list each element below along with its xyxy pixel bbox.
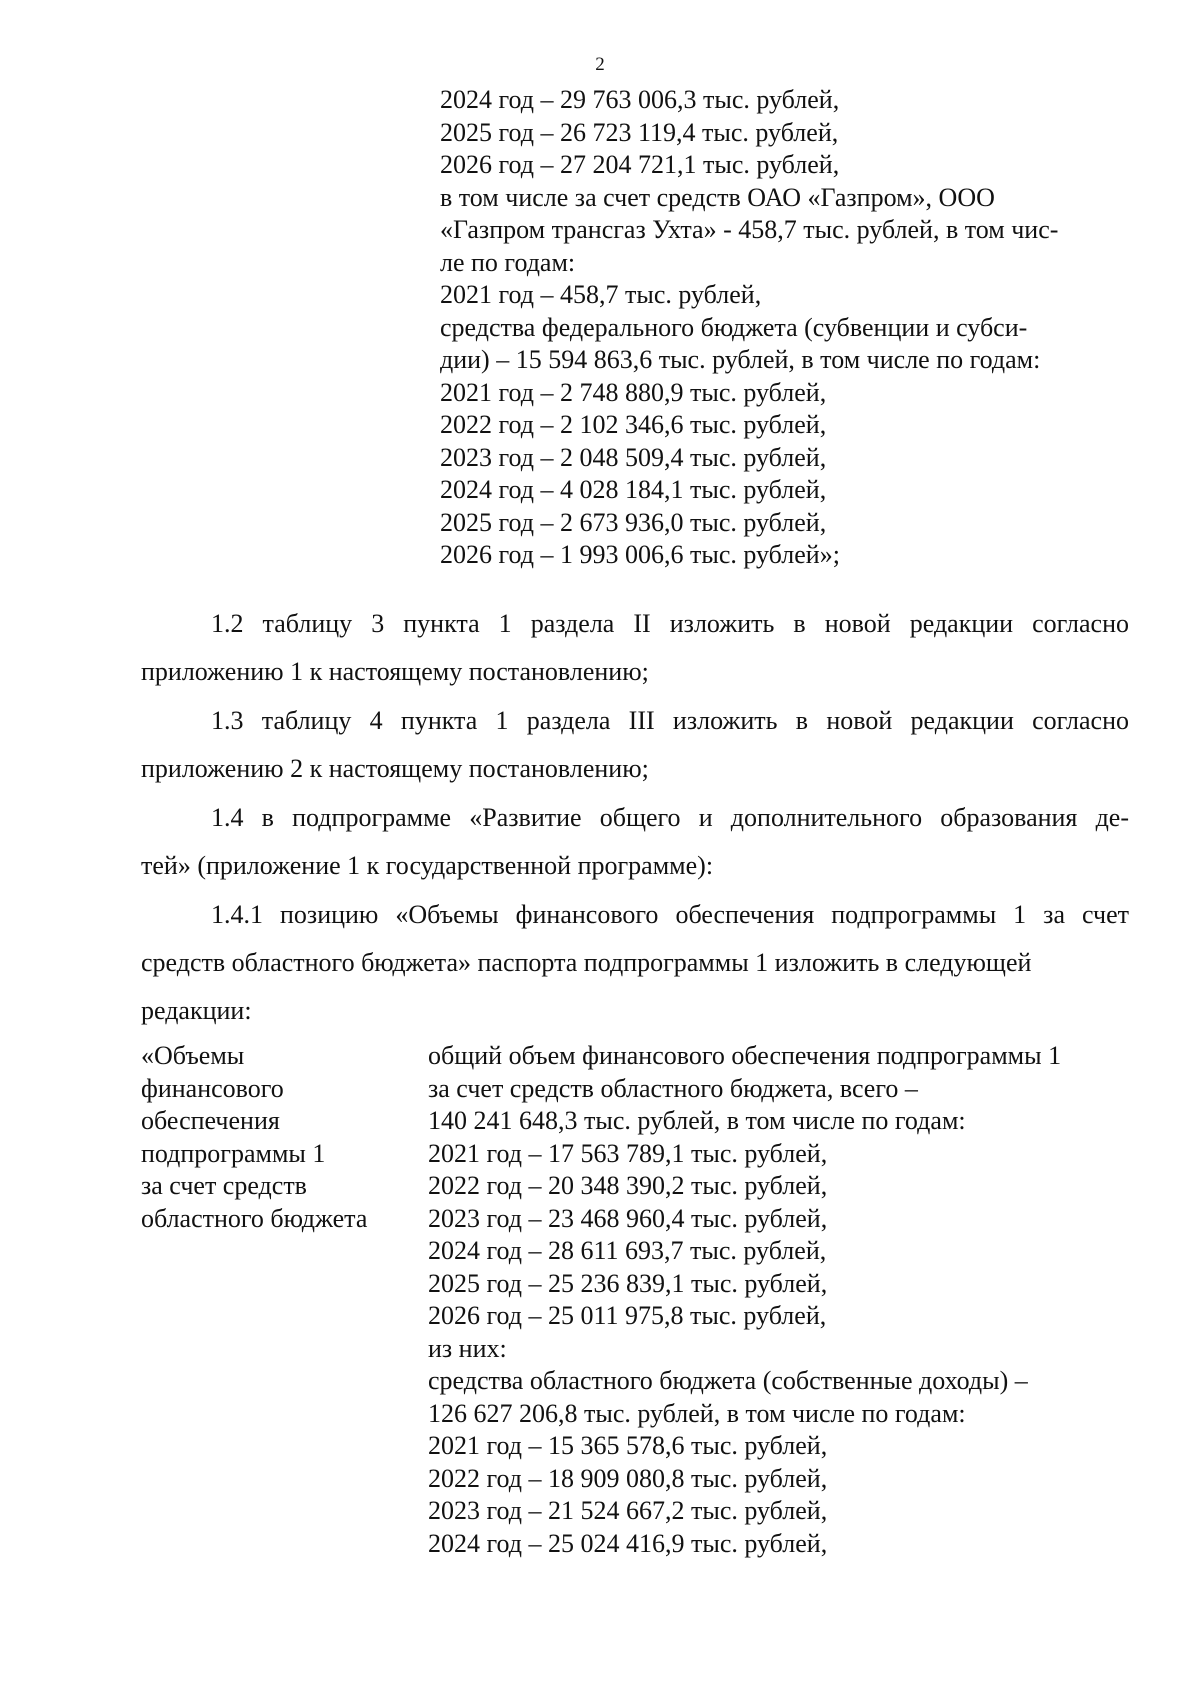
paragraph-first-line: 1.2 таблицу 3 пункта 1 раздела II изложить в новой редакции согласно xyxy=(211,609,1129,638)
value-line: 2026 год – 25 011 975,8 тыс. рублей, xyxy=(428,1301,827,1330)
funding-line: ле по годам: xyxy=(440,247,576,277)
funding-line: 2022 год – 2 102 346,6 тыс. рублей, xyxy=(440,410,827,439)
funding-line: 2021 год – 2 748 880,9 тыс. рублей, xyxy=(440,377,827,407)
value-line: 2023 год – 21 524 667,2 тыс. рублей, xyxy=(428,1496,828,1525)
funding-line: в том числе за счет средств ОАО «Газпром», ООО xyxy=(440,182,995,212)
funding-line: средства федерального бюджета (субвенции и субси- xyxy=(440,312,1028,342)
funding-line: дии) – 15 594 863,6 тыс. рублей, в том числе по годам: xyxy=(440,345,1041,374)
funding-line: 2023 год – 2 048 509,4 тыс. рублей, xyxy=(440,442,827,472)
paragraph-line: средств областного бюджета» паспорта подпрограммы 1 изложить в следующей xyxy=(141,948,1032,977)
funding-continuation-block xyxy=(440,84,1140,572)
label-line: за счет средств xyxy=(141,1171,307,1200)
value-line: за счет средств областного бюджета, всего – xyxy=(428,1073,918,1103)
passport-label xyxy=(141,1040,411,1235)
funding-line: «Газпром трансгаз Ухта» - 458,7 тыс. рублей, в том чис- xyxy=(440,215,1059,244)
label-line: «Объемы xyxy=(141,1041,245,1070)
value-line: 2022 год – 18 909 080,8 тыс. рублей, xyxy=(428,1463,828,1493)
value-line: 140 241 648,3 тыс. рублей, в том числе по годам: xyxy=(428,1106,966,1135)
paragraph-line: тей» (приложение 1 к государственной программе): xyxy=(141,851,714,880)
funding-line: 2025 год – 2 673 936,0 тыс. рублей, xyxy=(440,507,827,537)
value-line: 2024 год – 25 024 416,9 тыс. рублей, xyxy=(428,1528,828,1558)
label-line: подпрограммы 1 xyxy=(141,1138,326,1168)
funding-line: 2026 год – 1 993 006,6 тыс. рублей»; xyxy=(440,540,840,569)
value-line: 2024 год – 28 611 693,7 тыс. рублей, xyxy=(428,1236,827,1265)
value-line: 2025 год – 25 236 839,1 тыс. рублей, xyxy=(428,1268,828,1298)
paragraph-first-line: 1.4.1 позицию «Объемы финансового обеспечения подпрограммы 1 за счет xyxy=(211,900,1129,929)
funding-line: 2025 год – 26 723 119,4 тыс. рублей, xyxy=(440,117,839,147)
paragraph-1-4 xyxy=(141,794,1129,890)
value-line: общий объем финансового обеспечения подпрограммы 1 xyxy=(428,1041,1062,1070)
value-line: 2022 год – 20 348 390,2 тыс. рублей, xyxy=(428,1171,828,1200)
value-line: 2021 год – 15 365 578,6 тыс. рублей, xyxy=(428,1431,828,1460)
amendment-paragraphs xyxy=(141,600,1129,1036)
funding-line: 2026 год – 27 204 721,1 тыс. рублей, xyxy=(440,150,840,179)
paragraph-1-3 xyxy=(141,697,1129,793)
paragraph-1-4-1 xyxy=(141,891,1129,1035)
paragraph-line: приложению 1 к настоящему постановлению; xyxy=(141,657,649,686)
funding-line: 2024 год – 29 763 006,3 тыс. рублей, xyxy=(440,85,840,114)
label-line: областного бюджета xyxy=(141,1203,368,1233)
funding-line: 2021 год – 458,7 тыс. рублей, xyxy=(440,280,762,309)
value-line: из них: xyxy=(428,1333,507,1363)
paragraph-line: приложению 2 к настоящему постановлению; xyxy=(141,754,649,783)
value-line: 2023 год – 23 468 960,4 тыс. рублей, xyxy=(428,1203,828,1233)
value-line: 126 627 206,8 тыс. рублей, в том числе по годам: xyxy=(428,1398,966,1428)
label-line: финансового xyxy=(141,1073,284,1103)
funding-line: 2024 год – 4 028 184,1 тыс. рублей, xyxy=(440,475,827,504)
label-line: обеспечения xyxy=(141,1106,280,1135)
paragraph-line: редакции: xyxy=(141,996,252,1025)
passport-value xyxy=(428,1040,1148,1560)
value-line: средства областного бюджета (собственные доходы) – xyxy=(428,1366,1028,1395)
page-number: 2 xyxy=(595,54,605,75)
paragraph-1-2 xyxy=(141,600,1129,696)
paragraph-first-line: 1.3 таблицу 4 пункта 1 раздела III изложить в новой редакции согласно xyxy=(211,706,1129,735)
paragraph-first-line: 1.4 в подпрограмме «Развитие общего и дополнительного образования де- xyxy=(211,803,1129,832)
value-line: 2021 год – 17 563 789,1 тыс. рублей, xyxy=(428,1138,828,1168)
